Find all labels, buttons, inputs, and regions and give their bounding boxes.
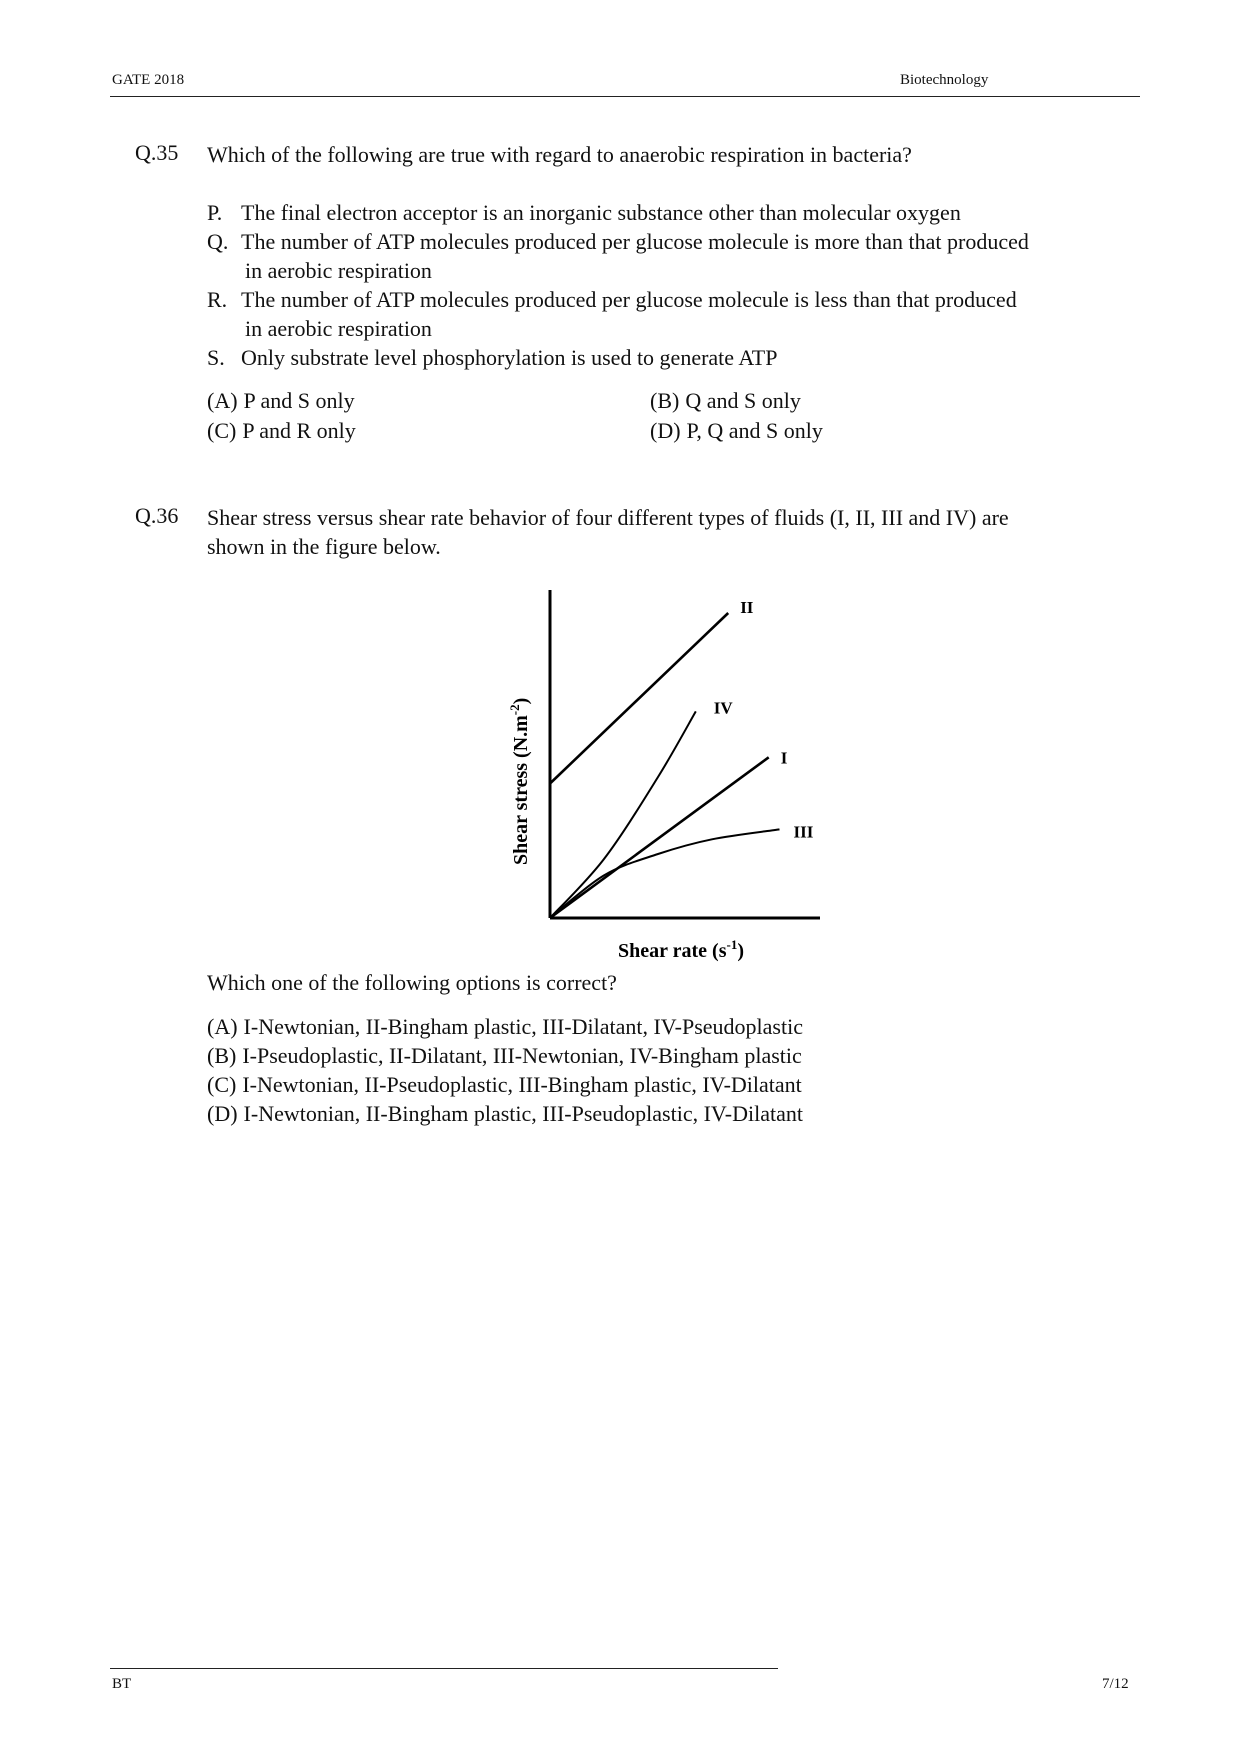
shear-stress-chart [490, 575, 850, 970]
series-line-ii [550, 613, 728, 784]
option-text: P, Q and S only [686, 418, 823, 443]
option-label: (D) [650, 418, 681, 443]
option-b-35[interactable] [650, 386, 801, 415]
option-a-35[interactable] [207, 386, 355, 415]
series-label-iv: IV [713, 698, 733, 718]
option-label: (A) [207, 388, 238, 413]
option-text: P and R only [242, 418, 356, 443]
option-a-36[interactable] [207, 1012, 803, 1041]
option-label: (B) [650, 388, 680, 413]
statement-text-continued: in aerobic respiration [245, 316, 432, 341]
option-c-35[interactable] [207, 416, 356, 445]
option-text: P and S only [243, 388, 355, 413]
question-text-line: Shear stress versus shear rate behavior of four different types of fluids (I, II, III and IV) are [207, 505, 1009, 530]
header-exam-name: GATE 2018 [112, 72, 185, 88]
option-text: I-Newtonian, II-Bingham plastic, III-Dilatant, IV-Pseudoplastic [243, 1014, 803, 1039]
statement-tag: S. [207, 345, 225, 370]
footer-divider [110, 1668, 778, 1669]
statement-text: The number of ATP molecules produced per glucose molecule is less than that produced [241, 287, 1017, 312]
footer-paper-code: BT [112, 1676, 132, 1692]
statement-p [207, 198, 1142, 227]
header-subject: Biotechnology [900, 72, 989, 88]
option-c-36[interactable] [207, 1070, 802, 1099]
series-line-iv [550, 711, 696, 918]
series-line-i [550, 757, 769, 918]
statement-tag: R. [207, 287, 228, 312]
option-text: I-Pseudoplastic, II-Dilatant, III-Newtonian, IV-Bingham plastic [242, 1043, 802, 1068]
question-text-36 [207, 503, 1142, 561]
statement-text: The number of ATP molecules produced per glucose molecule is more than that produced [241, 229, 1029, 254]
option-label: (A) [207, 1014, 238, 1039]
series-line-iii [550, 829, 780, 918]
option-text: I-Newtonian, II-Pseudoplastic, III-Bingham plastic, IV-Dilatant [242, 1072, 802, 1097]
question-prompt-36: Which one of the following options is correct? [207, 970, 617, 995]
statement-tag: Q. [207, 229, 229, 254]
question-number-36: Q.36 [135, 503, 179, 528]
option-d-36[interactable] [207, 1099, 803, 1128]
option-d-35[interactable] [650, 416, 823, 445]
option-text: I-Newtonian, II-Bingham plastic, III-Pseudoplastic, IV-Dilatant [243, 1101, 803, 1126]
footer-page-number: 7/12 [1102, 1676, 1129, 1692]
statement-s [207, 343, 1142, 372]
option-b-36[interactable] [207, 1041, 802, 1070]
statement-text: Only substrate level phosphorylation is used to generate ATP [241, 345, 778, 370]
series-label-i: I [780, 748, 788, 768]
y-axis-label: Shear stress $(N.m^{-2})$ [507, 697, 532, 865]
series-label-ii: II [740, 598, 754, 617]
statement-text-continued: in aerobic respiration [245, 258, 432, 283]
option-label: (B) [207, 1043, 237, 1068]
statement-tag: P. [207, 200, 223, 225]
question-number-35: Q.35 [135, 140, 179, 165]
series-label-iii: III [793, 822, 814, 842]
option-label: (D) [207, 1101, 238, 1126]
option-label: (C) [207, 418, 237, 443]
question-text-line: shown in the figure below. [207, 534, 441, 559]
statement-r [207, 285, 1142, 343]
option-label: (C) [207, 1072, 237, 1097]
x-axis-label: Shear rate $(s^{-1})$ [618, 937, 745, 962]
statement-text: The final electron acceptor is an inorganic substance other than molecular oxygen [241, 200, 961, 225]
statement-q [207, 227, 1142, 285]
header-divider [110, 96, 1140, 97]
question-text-35: Which of the following are true with regard to anaerobic respiration in bacteria? [207, 142, 912, 167]
option-text: Q and S only [685, 388, 801, 413]
